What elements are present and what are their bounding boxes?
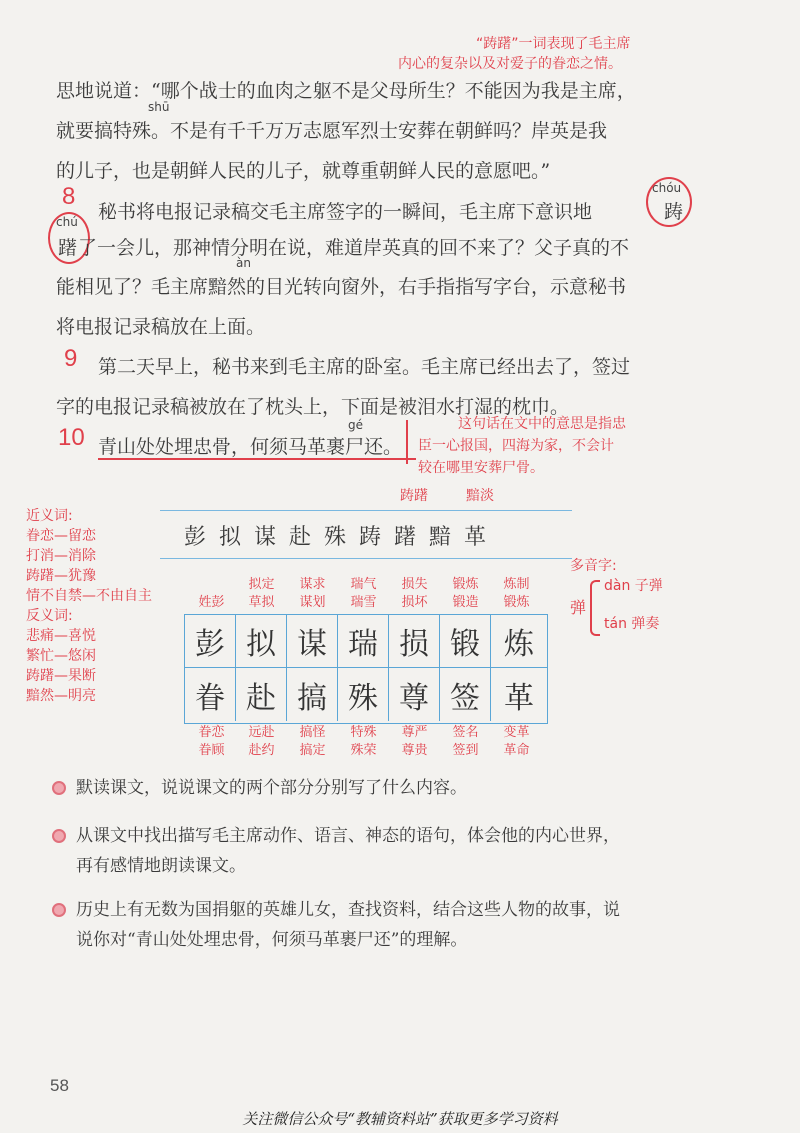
p8-char-chou: 踌 bbox=[664, 201, 684, 223]
p7-line1: 思地说道：“哪个战士的血肉之躯不是父母所生？不能因为我是主席， bbox=[56, 80, 636, 102]
question-3-line1: 历史上有无数为国捐躯的英雄儿女，查找资料，结合这些人物的故事，说 bbox=[76, 900, 620, 920]
word-row-line-top bbox=[160, 510, 572, 511]
grid-char: 彭 bbox=[185, 615, 236, 668]
vocab-chouchu: 踌躇 bbox=[400, 488, 428, 504]
grid-top-words-2a: 拟定 bbox=[248, 577, 275, 592]
paragraph-number-9: 9 bbox=[64, 345, 78, 372]
p8-line2: 了一会儿，那神情分明在说，难道岸英真的回不来了？父子真的不 bbox=[78, 237, 630, 259]
pinyin-an: àn bbox=[236, 256, 251, 270]
grid-top-words-3b: 谋划 bbox=[299, 595, 326, 610]
sentence-note-3: 较在哪里安葬尸骨。 bbox=[418, 460, 544, 476]
red-bracket-line bbox=[406, 420, 408, 464]
p8-char-chu: 躇 bbox=[58, 237, 78, 259]
paragraph-number-8: 8 bbox=[62, 183, 76, 210]
polyphone-dan: dàn 子弹 bbox=[604, 578, 663, 594]
antonyms-title: 反义词: bbox=[26, 608, 73, 624]
page-number: 58 bbox=[50, 1076, 69, 1095]
grid-top-words-7a: 炼制 bbox=[503, 577, 530, 592]
antonym-2: 繁忙—悠闲 bbox=[26, 648, 96, 664]
grid-bottom-words-4b: 殊荣 bbox=[350, 743, 377, 758]
p8-line4: 将电报记录稿放在上面。 bbox=[56, 316, 266, 338]
p8-line3: 能相见了？毛主席黯然的目光转向窗外，右手指指写字台，示意秘书 bbox=[56, 276, 627, 298]
p7-line2: 就要搞特殊。不是有千千万万志愿军烈士安葬在朝鲜吗？岸英是我 bbox=[56, 120, 608, 142]
grid-char: 眷 bbox=[185, 668, 236, 721]
p8-line1: 秘书将电报记录稿交毛主席签字的一瞬间，毛主席下意识地 bbox=[98, 201, 593, 223]
polyphone-title: 多音字: bbox=[570, 558, 617, 574]
grid-top-words-4a: 瑞气 bbox=[350, 577, 377, 592]
grid-bottom-words-2b: 赴约 bbox=[248, 743, 275, 758]
grid-char: 瑞 bbox=[338, 615, 389, 668]
grid-bottom-words-1a: 眷恋 bbox=[198, 725, 225, 740]
grid-char: 殊 bbox=[338, 668, 389, 721]
grid-bottom-words-5b: 尊贵 bbox=[401, 743, 428, 758]
grid-bottom-words-7b: 革命 bbox=[503, 743, 530, 758]
p9-line2: 字的电报记录稿被放在了枕头上，下面是被泪水打湿的枕巾。 bbox=[56, 396, 570, 418]
grid-char: 尊 bbox=[389, 668, 440, 721]
grid-top-words-7b: 锻炼 bbox=[503, 595, 530, 610]
grid-top-words-1: 姓彭 bbox=[198, 595, 225, 610]
grid-char: 赴 bbox=[236, 668, 287, 721]
grid-top-words-4b: 瑞雪 bbox=[350, 595, 377, 610]
grid-bottom-words-4a: 特殊 bbox=[350, 725, 377, 740]
synonym-3: 踌躇—犹豫 bbox=[26, 568, 96, 584]
vocab-andan: 黯淡 bbox=[466, 488, 494, 504]
grid-bottom-words-6b: 签到 bbox=[452, 743, 479, 758]
grid-bottom-words-7a: 变革 bbox=[503, 725, 530, 740]
sentence-note-2: 臣一心报国，四海为家，不会计 bbox=[418, 438, 614, 454]
synonym-1: 眷恋—留恋 bbox=[26, 528, 96, 544]
character-grid bbox=[184, 614, 548, 724]
synonym-4: 情不自禁—不由自主 bbox=[26, 588, 152, 604]
grid-top-words-3a: 谋求 bbox=[299, 577, 326, 592]
question-bullet-icon bbox=[52, 903, 66, 917]
grid-bottom-words-3a: 搞怪 bbox=[299, 725, 326, 740]
question-bullet-icon bbox=[52, 781, 66, 795]
grid-bottom-words-1b: 眷顾 bbox=[198, 743, 225, 758]
grid-char: 搞 bbox=[287, 668, 338, 721]
pinyin-chou: chóu bbox=[652, 181, 682, 195]
word-row: 彭 拟 谋 赴 殊 踌 躇 黯 革 bbox=[184, 525, 486, 550]
grid-top-words-6a: 锻炼 bbox=[452, 577, 479, 592]
grid-char: 拟 bbox=[236, 615, 287, 668]
word-row-line-bottom bbox=[160, 558, 572, 559]
grid-top-words-5a: 损失 bbox=[401, 577, 428, 592]
red-underline bbox=[98, 458, 416, 460]
grid-bottom-words-3b: 搞定 bbox=[299, 743, 326, 758]
antonym-1: 悲痛—喜悦 bbox=[26, 628, 96, 644]
antonym-4: 黯然—明亮 bbox=[26, 688, 96, 704]
grid-bottom-words-5a: 尊严 bbox=[401, 725, 428, 740]
grid-char: 谋 bbox=[287, 615, 338, 668]
polyphone-char: 弹 bbox=[570, 598, 587, 617]
pinyin-shu: shū bbox=[148, 100, 170, 114]
footer-text: 关注微信公众号“教辅资料站”获取更多学习资料 bbox=[242, 1110, 558, 1128]
antonym-3: 踌躇—果断 bbox=[26, 668, 96, 684]
grid-bottom-words-2a: 远赴 bbox=[248, 725, 275, 740]
synonyms-title: 近义词: bbox=[26, 508, 73, 524]
grid-top-words-5b: 损坏 bbox=[401, 595, 428, 610]
grid-bottom-words-6a: 签名 bbox=[452, 725, 479, 740]
question-2-line1: 从课文中找出描写毛主席动作、语言、神态的语句，体会他的内心世界， bbox=[76, 826, 620, 846]
synonym-2: 打消—消除 bbox=[26, 548, 96, 564]
grid-char: 损 bbox=[389, 615, 440, 668]
question-1: 默读课文，说说课文的两个部分分别写了什么内容。 bbox=[76, 778, 467, 798]
annotation-chouchu-2: 内心的复杂以及对爱子的眷恋之情。 bbox=[398, 56, 622, 72]
pinyin-ge: gé bbox=[348, 418, 363, 432]
grid-char: 签 bbox=[440, 668, 491, 721]
grid-top-words-2b: 草拟 bbox=[248, 595, 275, 610]
question-3-line2: 说你对“青山处处埋忠骨，何须马革裹尸还”的理解。 bbox=[76, 930, 468, 950]
red-circle-chou bbox=[646, 177, 692, 227]
p9-line1: 第二天早上，秘书来到毛主席的卧室。毛主席已经出去了，签过 bbox=[98, 356, 631, 378]
paragraph-number-10: 10 bbox=[58, 424, 85, 451]
polyphone-brace bbox=[590, 580, 600, 636]
pinyin-chu: chú bbox=[56, 215, 78, 229]
grid-char: 炼 bbox=[491, 615, 547, 668]
question-2-line2: 再有感情地朗读课文。 bbox=[76, 856, 246, 876]
grid-char: 革 bbox=[504, 680, 534, 716]
annotation-chouchu-1: “踌躇”一词表现了毛主席 bbox=[476, 36, 631, 52]
grid-char: 锻 bbox=[440, 615, 491, 668]
question-bullet-icon bbox=[52, 829, 66, 843]
sentence-note-1: 这句话在文中的意思是指忠 bbox=[458, 416, 626, 432]
p7-line3: 的儿子，也是朝鲜人民的儿子，就尊重朝鲜人民的意愿吧。” bbox=[56, 160, 551, 182]
polyphone-tan: tán 弹奏 bbox=[604, 616, 660, 632]
p10-line1: 青山处处埋忠骨，何须马革裹尸还。 bbox=[98, 436, 403, 458]
grid-top-words-6b: 锻造 bbox=[452, 595, 479, 610]
